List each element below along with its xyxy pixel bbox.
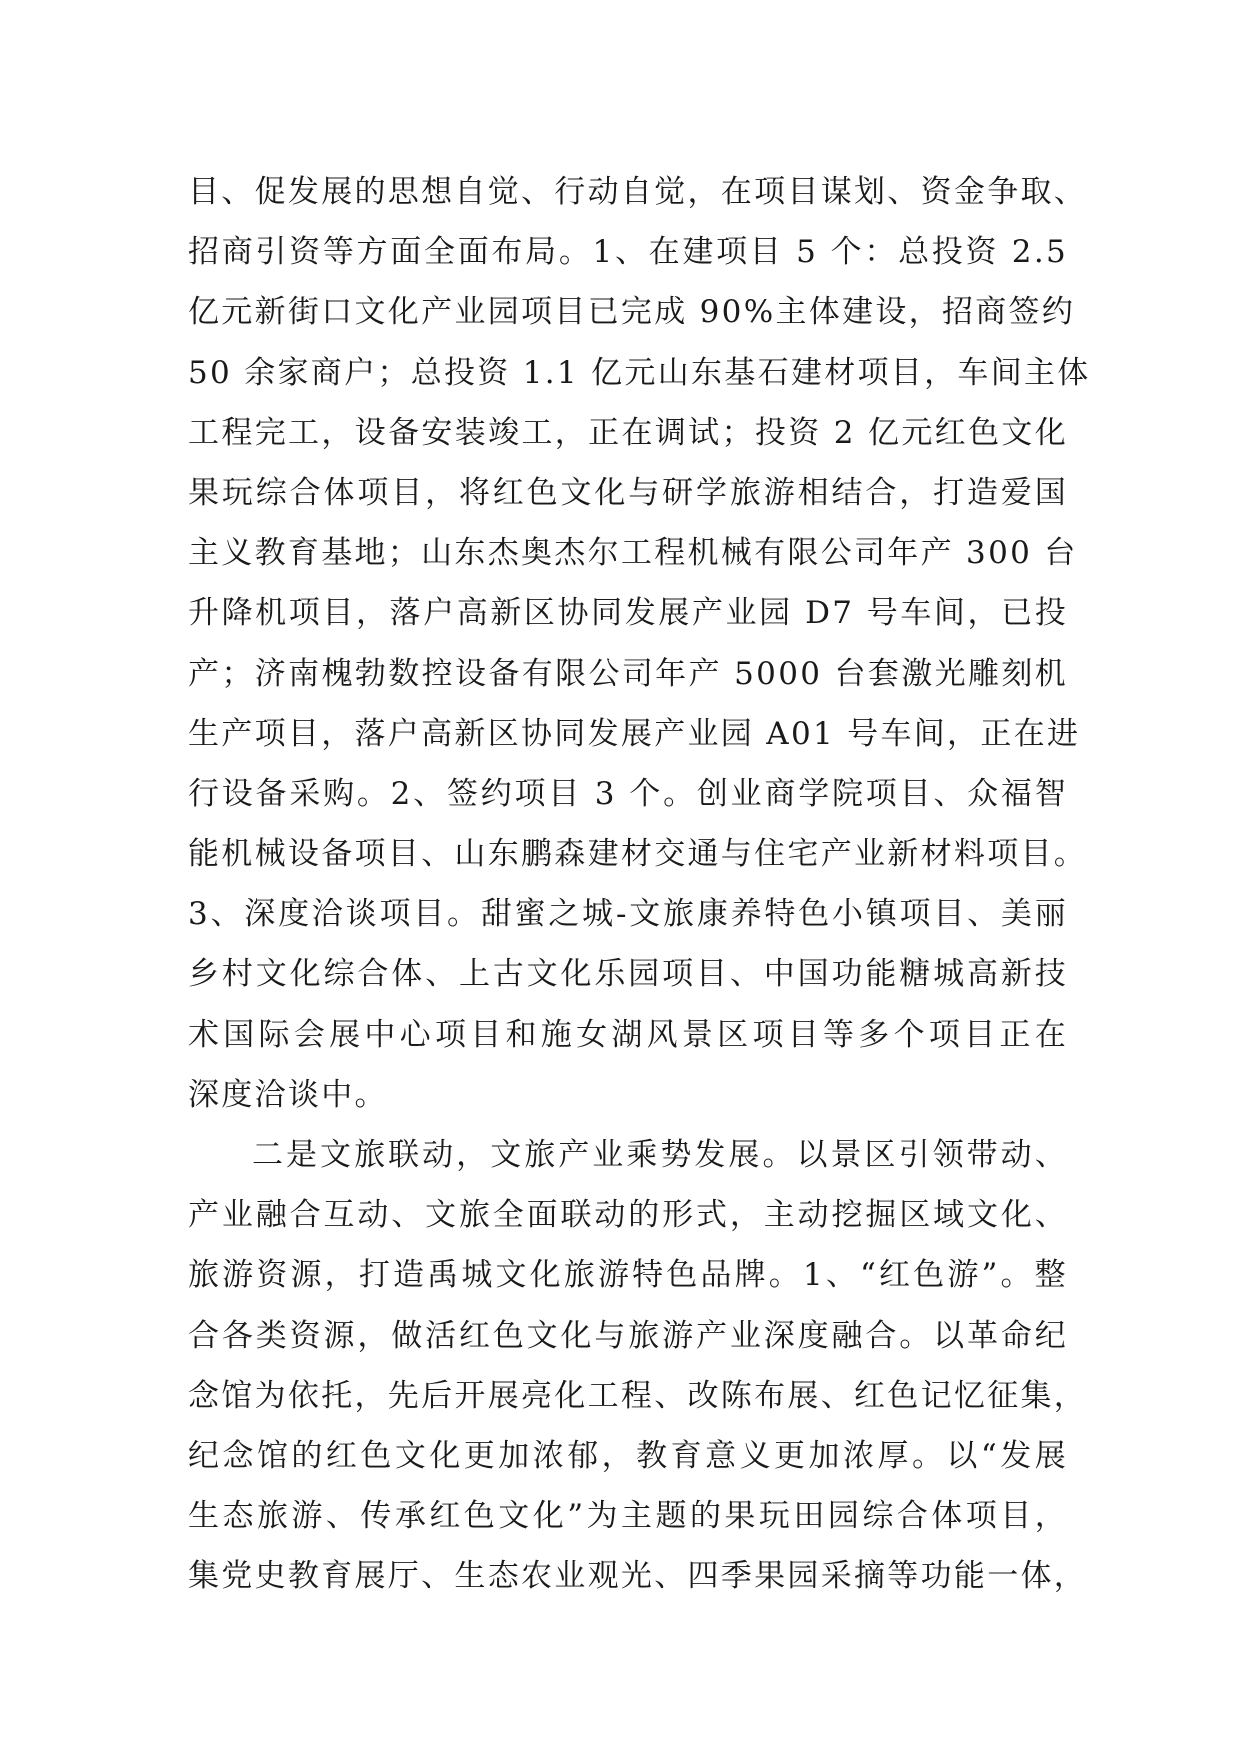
text-line: 主义教育基地；山东杰奥杰尔工程机械有限公司年产 300 台 (188, 535, 1078, 572)
text-line: 50 余家商户；总投资 1.1 亿元山东基石建材项目，车间主体 (188, 354, 1091, 391)
text-line: 产；济南槐勃数控设备有限公司年产 5000 台套激光雕刻机 (188, 655, 1068, 692)
text-line: 产业融合互动、文旅全面联动的形式，主动挖掘区域文化、 (188, 1197, 1068, 1234)
text-line: 招商引资等方面全面布局。1、在建项目 5 个：总投资 2.5 (188, 234, 1068, 271)
text-line: 果玩综合体项目，将红色文化与研学旅游相结合，打造爱国 (188, 474, 1068, 511)
paragraph-1 (188, 162, 1091, 1125)
text-line: 生产项目，落户高新区协同发展产业园 A01 号车间，正在进 (188, 715, 1081, 752)
paragraph-2 (188, 1125, 1088, 1607)
text-line: 生态旅游、传承红色文化”为主题的果玩田园综合体项目， (188, 1498, 1068, 1535)
text-line: 纪念馆的红色文化更加浓郁，教育意义更加浓厚。以“发展 (188, 1437, 1068, 1474)
text-line: 念馆为依托，先后开展亮化工程、改陈布展、红色记忆征集， (188, 1377, 1088, 1414)
text-line: 能机械设备项目、山东鹏森建材交通与住宅产业新材料项目。 (188, 836, 1088, 873)
text-line: 集党史教育展厅、生态农业观光、四季果园采摘等功能一体， (188, 1558, 1088, 1595)
text-line: 乡村文化综合体、上古文化乐园项目、中国功能糖城高新技 (188, 956, 1068, 993)
text-line: 行设备采购。2、签约项目 3 个。创业商学院项目、众福智 (188, 775, 1068, 812)
text-line: 深度洽谈中。 (188, 1076, 388, 1113)
text-line: 亿元新街口文化产业园项目已完成 90%主体建设，招商签约 (188, 294, 1076, 331)
text-line: 合各类资源，做活红色文化与旅游产业深度融合。以革命纪 (188, 1317, 1068, 1354)
document-body (188, 162, 1091, 1607)
text-line: 升降机项目，落户高新区协同发展产业园 D7 号车间，已投 (188, 595, 1068, 632)
text-line: 工程完工，设备安装竣工，正在调试；投资 2 亿元红色文化 (188, 414, 1068, 451)
text-line: 目、促发展的思想自觉、行动自觉，在项目谋划、资金争取、 (188, 174, 1088, 210)
text-line: 3、深度洽谈项目。甜蜜之城-文旅康养特色小镇项目、美丽 (188, 896, 1068, 933)
text-line: 二是文旅联动，文旅产业乘势发展。以景区引领带动、 (252, 1137, 1068, 1173)
text-line: 术国际会展中心项目和施女湖风景区项目等多个项目正在 (188, 1016, 1068, 1053)
text-line: 旅游资源，打造禹城文化旅游特色品牌。1、“红色游”。整 (188, 1257, 1068, 1294)
